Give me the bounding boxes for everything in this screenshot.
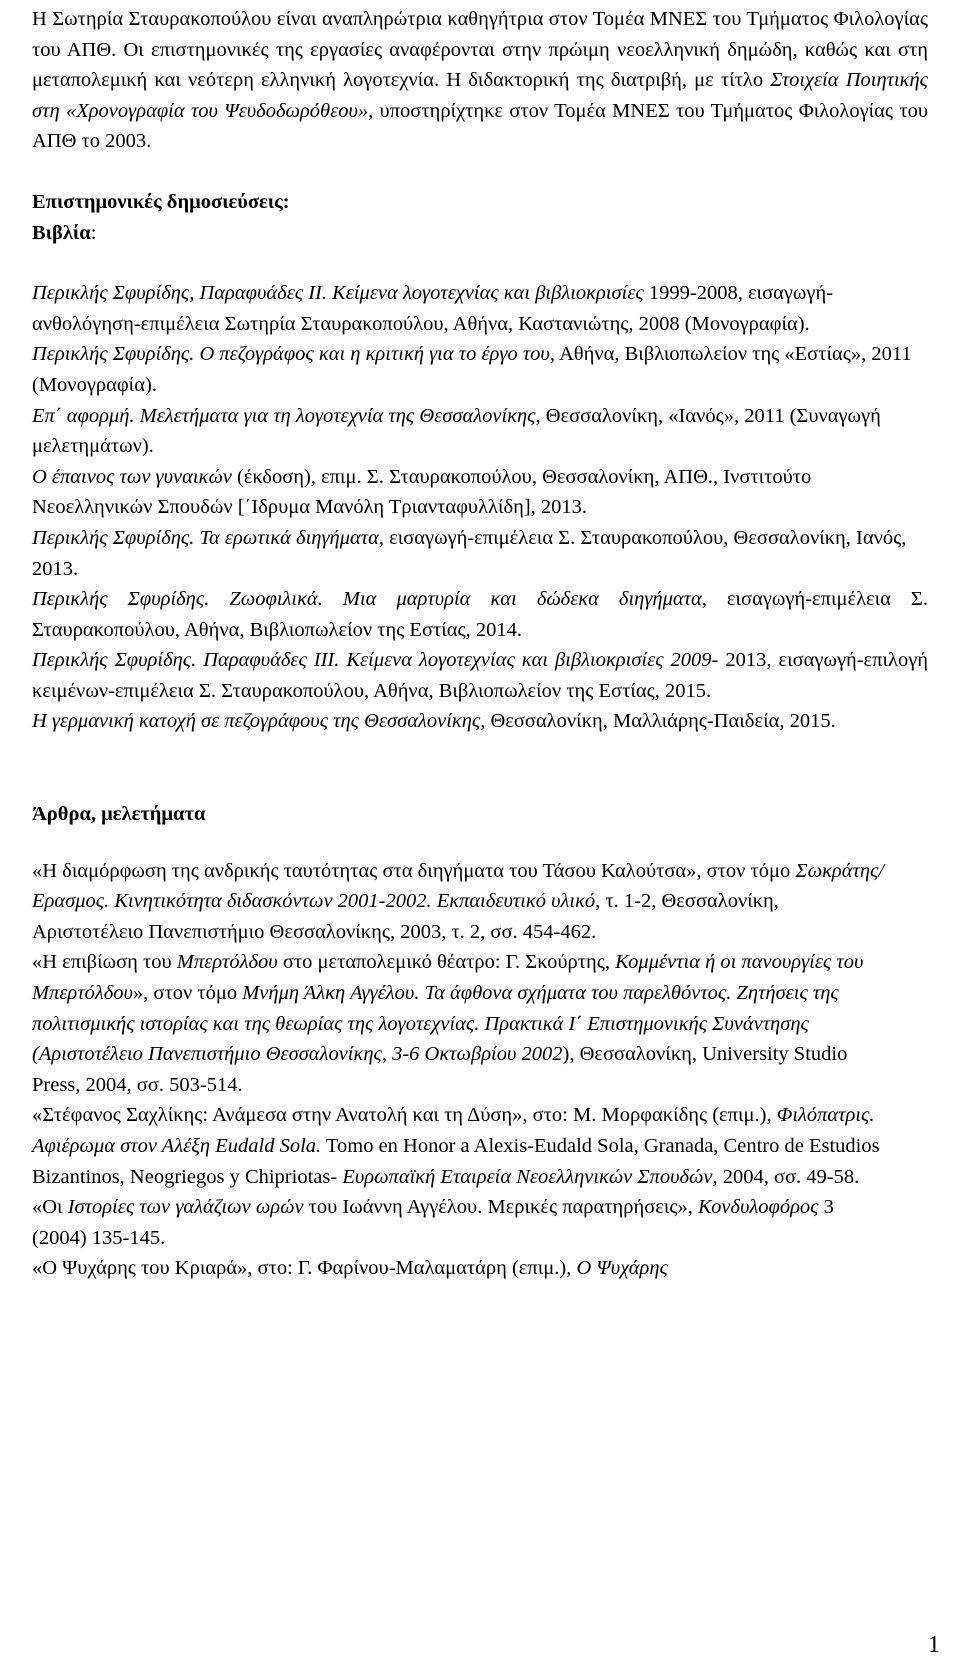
article-title: Ιστορίες των γαλάζιων ωρών	[67, 1196, 304, 1219]
book-entry	[32, 339, 928, 400]
article-title: Κονδυλοφόρος	[697, 1196, 819, 1219]
article-text: 3 (2004) 135-145.	[32, 1196, 834, 1249]
article-entry	[32, 856, 892, 948]
article-text: , τ. 1-2, Θεσσαλονίκη, Αριστοτέλειο Πανεπιστήμιο Θεσσαλονίκης, 2003, τ. 2, σσ. 454-462.	[32, 890, 779, 943]
article-text: «Ο Ψυχάρης του Κριαρά», στο: Γ. Φαρίνου-Μαλαματάρη (επιμ.),	[32, 1257, 577, 1280]
article-text: ), Θεσσαλονίκη, University Studio Press, 2004, σσ. 503-514.	[32, 1043, 848, 1096]
article-title: Ευρωπαϊκή Εταιρεία Νεοελληνικών Σπουδών	[342, 1165, 713, 1188]
article-title: Σωκράτης/Ερασμος. Κινητικότητα διδασκόντων 2001-2002. Εκπαιδευτικό υλικό	[32, 859, 885, 913]
book-entry	[32, 584, 928, 645]
book-entry	[32, 462, 928, 523]
page-number: 1	[928, 1632, 940, 1658]
book-title: Περικλής Σφυρίδης, Παραφυάδες ΙΙ. Κείμενα λογοτεχνίας και βιβλιοκρισίες	[32, 282, 644, 305]
article-entry	[32, 1100, 892, 1192]
article-entry	[32, 1192, 892, 1253]
article-text: , 2004, σσ. 49-58.	[712, 1165, 860, 1188]
book-entry	[32, 645, 928, 706]
book-details: 1999-2008, εισαγωγή-ανθολόγηση-επιμέλεια Σωτηρία Σταυρακοπούλου, Αθήνα, Καστανιώτης, 2008 (Μονογραφία).	[32, 282, 834, 335]
article-text: του Ιωάννη Αγγέλου. Μερικές παρατηρήσεις»,	[303, 1196, 698, 1219]
article-title: Μνήμη Άλκη Αγγέλου. Τα άφθονα σχήματα του παρελθόντος. Ζητήσεις της πολιτισμικής ιστορίας και της θεωρίας της λογοτεχνίας. Πρακτικά Ι΄ Επιστημονικής Συνάντησης (Αριστοτέλειο Πανεπιστήμιο Θεσσαλονίκης, 3-6 Οκτωβρίου 2002	[32, 982, 839, 1066]
book-details: (έκδοση), επιμ. Σ. Σταυρακοπούλου, Θεσσαλονίκη, ΑΠΘ., Ινστιτούτο Νεοελληνικών Σπουδών [΄Ιδρυμα Μανόλη Τριανταφυλλίδη], 2013.	[32, 465, 812, 519]
article-title: Ο Ψυχάρης	[576, 1257, 668, 1280]
articles-heading: Άρθρα, μελετήματα	[32, 803, 206, 826]
document-page	[32, 0, 928, 1284]
article-text: Tomo en Honor a Alexis-Eudald Sola, Granada, Centro de Estudios Bizantinos, Neogriegos y Chipriotas-	[32, 1135, 880, 1188]
book-entry	[32, 401, 928, 462]
intro-text-end: , υποστηρίχτηκε στον Τομέα ΜΝΕΣ του Τμήματος Φιλολογίας του ΑΠΘ το 2003.	[32, 99, 928, 153]
articles-list	[32, 856, 892, 1284]
article-title: Κομμέντια ή οι πανουργίες του Μπερτόλδου	[32, 951, 864, 1005]
book-details: 2013, εισαγωγή-επιλογή κειμένων-επιμέλεια Σ. Σταυρακοπούλου, Αθήνα, Βιβλιοπωλείον της Εστίας, 2015.	[32, 649, 928, 702]
book-title: Περικλής Σφυρίδης. Παραφυάδες ΙΙΙ. Κείμενα λογοτεχνίας και βιβλιοκρισίες 2009-	[32, 649, 719, 672]
books-label: Βιβλία	[32, 221, 91, 244]
book-title: Περικλής Σφυρίδης. Τα ερωτικά διηγήματα	[32, 526, 379, 549]
book-details: , εισαγωγή-επιμέλεια Σ. Σταυρακοπούλου, Θεσσαλονίκη, Ιανός, 2013.	[32, 526, 907, 580]
book-details: , Θεσσαλονίκη, Μαλλιάρης-Παιδεία, 2015.	[480, 710, 836, 733]
article-text: «Η επιβίωση του	[32, 951, 177, 974]
article-text: «Οι	[32, 1196, 68, 1219]
book-details: , Θεσσαλονίκη, «Ιανός», 2011 (Συναγωγή μελετημάτων).	[32, 404, 881, 458]
book-entry	[32, 706, 928, 737]
article-text: «Η διαμόρφωση της ανδρικής ταυτότητας στα διηγήματα του Τάσου Καλούτσα», στον τόμο	[32, 859, 796, 882]
dissertation-title: Στοιχεία Ποιητικής στη «Χρονογραφία του Ψευδοδωρόθεου»	[32, 69, 928, 122]
article-text: », στον τόμο	[132, 982, 243, 1005]
books-heading	[32, 218, 928, 249]
book-title: Επ΄ αφορμή. Μελετήματα για τη λογοτεχνία της Θεσσαλονίκης	[32, 404, 536, 427]
book-details: , Αθήνα, Βιβλιοπωλείον της «Εστίας», 2011 (Μονογραφία).	[32, 343, 912, 396]
books-list	[32, 278, 928, 737]
book-title: Ο έπαινος των γυναικών	[32, 465, 232, 488]
book-title: Περικλής Σφυρίδης. Ο πεζογράφος και η κριτική για το έργο του	[32, 343, 550, 366]
article-title: Μπερτόλδου	[176, 951, 278, 974]
book-title: Η γερμανική κατοχή σε πεζογράφους της Θεσσαλονίκης	[32, 710, 481, 733]
article-text: «Στέφανος Σαχλίκης: Ανάμεσα στην Ανατολή και τη Δύση», στο: Μ. Μορφακίδης (επιμ.),	[32, 1104, 777, 1127]
publications-heading: Επιστημονικές δημοσιεύσεις:	[32, 190, 290, 213]
book-details: , εισαγωγή-επιμέλεια Σ. Σταυρακοπούλου, Αθήνα, Βιβλιοπωλείον της Εστίας, 2014.	[32, 588, 928, 641]
article-text: στο μεταπολεμικό θέατρο: Γ. Σκούρτης,	[277, 951, 616, 974]
book-entry	[32, 278, 928, 339]
book-title: Περικλής Σφυρίδης. Ζωοφιλικά. Μια μαρτυρία και δώδεκα διηγήματα	[32, 588, 702, 611]
intro-text: Η Σωτηρία Σταυρακοπούλου είναι αναπληρώτρια καθηγήτρια στον Τομέα ΜΝΕΣ του Τμήματος Φιλολογίας του ΑΠΘ. Οι επιστημονικές της εργασίες αναφέρονται στην πρώιμη νεοελληνική δημώδη, καθώς και στη μεταπολεμική και νεότερη ελληνική λογοτεχνία. Η διδακτορική της διατριβή, με τίτλο	[32, 8, 928, 92]
book-entry	[32, 523, 928, 584]
article-entry	[32, 947, 892, 1100]
books-colon: :	[90, 221, 97, 244]
article-title: Φιλόπατρις. Αφιέρωμα στον Αλέξη Eudald Sola.	[32, 1104, 875, 1157]
intro-paragraph	[32, 4, 928, 157]
article-entry	[32, 1253, 892, 1284]
